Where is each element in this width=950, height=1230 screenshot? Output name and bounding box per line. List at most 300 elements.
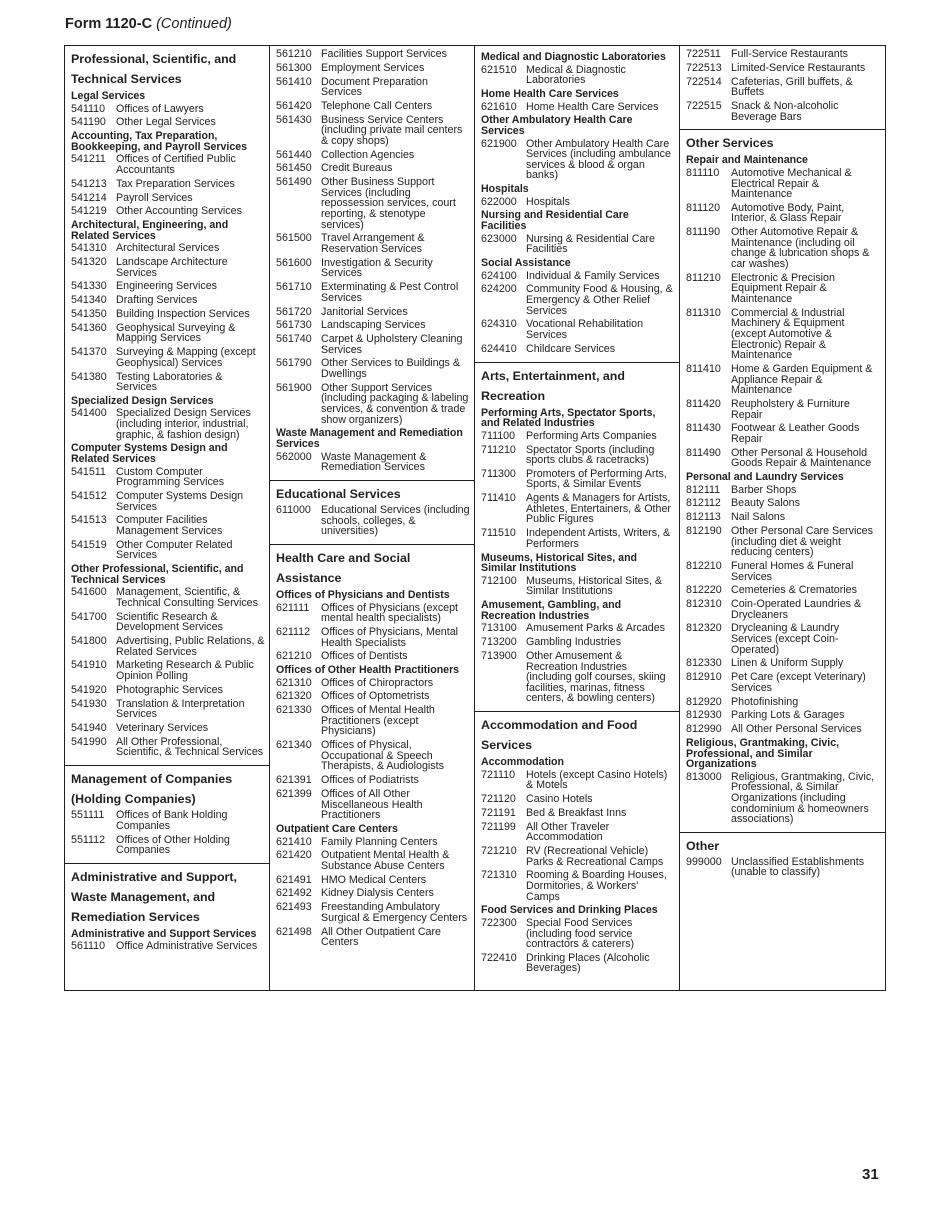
activity-description: Landscaping Services bbox=[321, 319, 426, 332]
code-row bbox=[276, 789, 470, 821]
naics-code: 812930 bbox=[686, 709, 722, 722]
naics-code: 621210 bbox=[276, 650, 312, 663]
sector-title: Other bbox=[686, 838, 720, 853]
naics-code: 722511 bbox=[686, 48, 721, 60]
naics-code: 621410 bbox=[276, 835, 312, 848]
sector-title: Technical Services bbox=[71, 72, 182, 86]
naics-code: 562000 bbox=[276, 450, 312, 463]
sector-title: Arts, Entertainment, and bbox=[481, 368, 625, 383]
code-row bbox=[276, 307, 470, 318]
naics-code: 721191 bbox=[481, 806, 516, 819]
activity-description: Credit Bureaus bbox=[321, 162, 393, 175]
code-row bbox=[686, 724, 881, 735]
code-row bbox=[686, 168, 881, 200]
code-row bbox=[276, 358, 470, 379]
naics-code: 541190 bbox=[71, 116, 106, 129]
code-row bbox=[686, 561, 881, 582]
naics-code: 621320 bbox=[276, 690, 312, 703]
activity-description: All Other Outpatient Care Centers bbox=[321, 925, 441, 949]
sector-title: Waste Management, and bbox=[71, 889, 216, 904]
naics-code: 812330 bbox=[686, 657, 722, 670]
subsector-heading: Outpatient Care Centers bbox=[276, 822, 398, 835]
naics-code: 541310 bbox=[71, 242, 107, 255]
code-row bbox=[276, 651, 470, 662]
code-row bbox=[71, 636, 265, 657]
sector-title: Services bbox=[481, 738, 532, 753]
code-row bbox=[71, 685, 265, 696]
code-row bbox=[686, 498, 881, 509]
subsector-heading: Home Health Care Services bbox=[481, 87, 619, 100]
naics-code: 561110 bbox=[71, 940, 106, 953]
activity-description: Testing Laboratories & Services bbox=[116, 370, 223, 394]
naics-code: 711210 bbox=[481, 443, 516, 456]
code-row bbox=[686, 710, 881, 721]
activity-description: Computer Systems Design Services bbox=[116, 490, 244, 513]
code-row bbox=[71, 309, 265, 320]
activity-description: Other Business Support Services (including repossession services, court reporting, & stenotype services) bbox=[321, 176, 456, 231]
naics-code: 561900 bbox=[276, 381, 312, 394]
activity-description: Document Preparation Services bbox=[321, 75, 428, 99]
activity-description: Agents & Managers for Artists, Athletes, Entertainers, & Other Public Figures bbox=[526, 492, 671, 526]
activity-description: Offices of Physical, Occupational & Speech Therapists, & Audiologists bbox=[321, 739, 444, 773]
activity-description: Cafeterias, Grill buffets, & Buffets bbox=[731, 75, 853, 99]
activity-description: Community Food & Housing, & Emergency & Other Relief Services bbox=[526, 283, 673, 317]
naics-code: 561740 bbox=[276, 333, 312, 346]
activity-description: Offices of Bank Holding Companies bbox=[116, 809, 228, 832]
code-row bbox=[686, 585, 881, 596]
code-row bbox=[71, 206, 265, 217]
code-row bbox=[71, 154, 265, 175]
activity-description: Office Administrative Services bbox=[116, 940, 258, 953]
naics-code: 812112 bbox=[686, 497, 721, 510]
naics-code: 721310 bbox=[481, 869, 517, 882]
code-row bbox=[481, 576, 675, 597]
naics-code: 812210 bbox=[686, 559, 722, 572]
activity-description: Nursing & Residential Care Facilities bbox=[526, 232, 655, 256]
code-row bbox=[276, 850, 470, 871]
naics-code: 561730 bbox=[276, 319, 312, 332]
code-row bbox=[481, 197, 675, 208]
activity-description: Landscape Architecture Services bbox=[116, 256, 228, 279]
naics-code: 811430 bbox=[686, 422, 721, 435]
code-row bbox=[481, 651, 675, 704]
code-row bbox=[481, 623, 675, 634]
sector-title: Management of Companies bbox=[71, 772, 233, 787]
activity-description: Bed & Breakfast Inns bbox=[526, 806, 627, 819]
code-row bbox=[276, 233, 470, 254]
activity-description: Beauty Salons bbox=[731, 497, 800, 510]
code-row bbox=[686, 857, 881, 878]
naics-code: 722513 bbox=[686, 61, 722, 74]
code-row bbox=[71, 810, 265, 831]
activity-description: Offices of Lawyers bbox=[116, 102, 204, 115]
code-row bbox=[686, 101, 881, 122]
code-row bbox=[276, 49, 470, 60]
code-row bbox=[686, 227, 881, 269]
code-row bbox=[481, 234, 675, 255]
code-row bbox=[71, 243, 265, 254]
naics-code: 812190 bbox=[686, 524, 722, 537]
continued-label: (Continued) bbox=[156, 16, 232, 32]
code-row bbox=[481, 65, 675, 86]
activity-description: Waste Management & Remediation Services bbox=[321, 450, 427, 474]
activity-description: Other Personal & Household Goods Repair & Maintenance bbox=[731, 446, 872, 470]
code-row bbox=[276, 927, 470, 948]
code-row bbox=[276, 678, 470, 689]
code-row bbox=[276, 740, 470, 772]
code-row bbox=[276, 163, 470, 174]
naics-code: 541330 bbox=[71, 280, 107, 293]
naics-code: 561420 bbox=[276, 99, 312, 112]
code-row bbox=[71, 835, 265, 856]
naics-code: 812320 bbox=[686, 622, 722, 635]
subsector-heading: Architectural, Engineering, and Related Services bbox=[71, 219, 229, 242]
activity-description: Museums, Historical Sites, & Similar Institutions bbox=[526, 574, 663, 598]
subsector-heading: Specialized Design Services bbox=[71, 394, 214, 407]
activity-description: Full-Service Restaurants bbox=[731, 48, 849, 60]
code-row bbox=[71, 408, 265, 440]
subsector-heading: Food Services and Drinking Places bbox=[481, 904, 658, 917]
code-row bbox=[71, 491, 265, 512]
code-row bbox=[276, 282, 470, 303]
activity-description: Special Food Services (including food service contractors & caterers) bbox=[526, 916, 635, 951]
activity-description: Payroll Services bbox=[116, 191, 193, 204]
naics-code: 541214 bbox=[71, 191, 107, 204]
code-row bbox=[481, 284, 675, 316]
naics-code: 722410 bbox=[481, 951, 517, 964]
naics-code: 541400 bbox=[71, 407, 107, 420]
naics-code: 711410 bbox=[481, 492, 516, 505]
activity-description: Scientific Research & Development Services bbox=[116, 610, 223, 634]
sector-title: Assistance bbox=[276, 570, 342, 585]
code-row bbox=[71, 104, 265, 115]
naics-code: 621492 bbox=[276, 887, 312, 900]
form-header bbox=[65, 16, 232, 32]
code-row bbox=[71, 467, 265, 488]
activity-description: Investigation & Security Services bbox=[321, 256, 433, 280]
naics-code: 999000 bbox=[686, 855, 722, 868]
code-row bbox=[71, 723, 265, 734]
activity-description: Engineering Services bbox=[116, 280, 217, 293]
activity-description: Exterminating & Pest Control Services bbox=[321, 281, 459, 304]
code-row bbox=[481, 431, 675, 442]
activity-description: All Other Personal Services bbox=[731, 723, 862, 736]
sector-title: Remediation Services bbox=[71, 909, 200, 924]
subsector-heading: Personal and Laundry Services bbox=[686, 471, 844, 484]
activity-description: Offices of Podiatrists bbox=[321, 774, 419, 787]
code-row bbox=[71, 193, 265, 204]
code-row bbox=[481, 918, 675, 950]
subsector-heading: Hospitals bbox=[481, 183, 529, 196]
code-row bbox=[276, 627, 470, 648]
code-row bbox=[276, 334, 470, 355]
code-row bbox=[71, 941, 265, 952]
activity-description: Hospitals bbox=[526, 195, 570, 208]
code-row bbox=[481, 770, 675, 791]
activity-description: Drycleaning & Laundry Services (except Coin-Operated) bbox=[731, 622, 840, 656]
code-row bbox=[481, 102, 675, 113]
subsector-heading: Amusement, Gambling, and Recreation Industries bbox=[481, 599, 622, 622]
code-row bbox=[481, 794, 675, 805]
sector-section bbox=[65, 766, 269, 864]
naics-code: 541219 bbox=[71, 205, 107, 218]
naics-code: 551112 bbox=[71, 833, 106, 846]
code-row bbox=[686, 63, 881, 74]
activity-description: Pet Care (except Veterinary) Services bbox=[731, 671, 866, 694]
activity-description: Architectural Services bbox=[116, 242, 220, 255]
code-row bbox=[276, 603, 470, 624]
subsector-heading: Other Professional, Scientific, and Technical Services bbox=[71, 563, 244, 586]
activity-description: Employment Services bbox=[321, 61, 425, 74]
code-row bbox=[686, 203, 881, 224]
activity-description: Promoters of Performing Arts, Sports, & Similar Events bbox=[526, 467, 667, 491]
activity-description: Other Ambulatory Health Care Services (including ambulance services & blood & organ banks) bbox=[526, 137, 671, 182]
activity-description: All Other Traveler Accommodation bbox=[526, 820, 610, 844]
code-row bbox=[276, 77, 470, 98]
naics-code: 621610 bbox=[481, 100, 517, 113]
code-row bbox=[276, 875, 470, 886]
code-row bbox=[276, 888, 470, 899]
naics-code: 561720 bbox=[276, 305, 312, 318]
code-row bbox=[276, 177, 470, 230]
activity-description: Photographic Services bbox=[116, 683, 223, 696]
code-row bbox=[481, 528, 675, 549]
naics-code: 541213 bbox=[71, 177, 107, 190]
sector-section bbox=[680, 130, 885, 833]
activity-description: Barber Shops bbox=[731, 483, 797, 496]
activity-description: Family Planning Centers bbox=[321, 835, 438, 848]
naics-code: 812220 bbox=[686, 584, 722, 597]
activity-description: Vocational Rehabilitation Services bbox=[526, 318, 644, 341]
code-row bbox=[71, 515, 265, 536]
code-row bbox=[481, 344, 675, 355]
code-row bbox=[481, 808, 675, 819]
activity-description: Offices of Certified Public Accountants bbox=[116, 153, 236, 176]
business-activity-codes-table bbox=[64, 45, 886, 991]
code-row bbox=[276, 101, 470, 112]
subsector-heading: Legal Services bbox=[71, 90, 146, 102]
code-row bbox=[276, 383, 470, 425]
activity-description: Commercial & Industrial Machinery & Equipment (except Automotive & Electronic) Repair & Maintenance bbox=[731, 306, 845, 362]
code-row bbox=[276, 258, 470, 279]
naics-code: 624200 bbox=[481, 283, 517, 296]
naics-code: 621510 bbox=[481, 63, 517, 76]
code-row bbox=[481, 870, 675, 902]
activity-description: Veterinary Services bbox=[116, 721, 209, 734]
code-row bbox=[71, 372, 265, 393]
activity-description: Telephone Call Centers bbox=[321, 99, 433, 112]
subsector-heading: Medical and Diagnostic Laboratories bbox=[481, 51, 666, 63]
subsector-heading: Performing Arts, Spectator Sports, and Related Industries bbox=[481, 406, 656, 430]
naics-code: 561710 bbox=[276, 281, 312, 294]
naics-code: 621112 bbox=[276, 625, 311, 638]
activity-description: Reupholstery & Furniture Repair bbox=[731, 397, 850, 421]
naics-code: 811190 bbox=[686, 226, 721, 239]
subsector-heading: Administrative and Support Services bbox=[71, 927, 257, 940]
activity-description: Hotels (except Casino Hotels) & Motels bbox=[526, 768, 668, 792]
naics-code: 713100 bbox=[481, 622, 517, 635]
code-row bbox=[481, 319, 675, 340]
activity-description: Business Service Centers (including private mail centers & copy shops) bbox=[321, 113, 463, 147]
form-name: Form 1120-C bbox=[65, 16, 153, 32]
naics-code: 561440 bbox=[276, 148, 312, 161]
activity-description: Gambling Industries bbox=[526, 636, 622, 649]
sector-section bbox=[680, 46, 885, 130]
activity-description: Drinking Places (Alcoholic Beverages) bbox=[526, 951, 650, 975]
sector-section bbox=[270, 481, 474, 545]
activity-description: Outpatient Mental Health & Substance Abuse Centers bbox=[321, 849, 450, 872]
naics-code: 611000 bbox=[276, 503, 311, 516]
naics-code: 561300 bbox=[276, 61, 312, 74]
code-row bbox=[276, 320, 470, 331]
code-row bbox=[71, 117, 265, 128]
activity-description: Snack & Non-alcoholic Beverage Bars bbox=[731, 99, 839, 123]
naics-code: 541320 bbox=[71, 256, 107, 269]
naics-code: 541513 bbox=[71, 514, 107, 527]
naics-code: 812920 bbox=[686, 695, 722, 708]
naics-code: 621330 bbox=[276, 704, 312, 717]
activity-description: Other Automotive Repair & Maintenance (including oil change & lubrication shops & car washes) bbox=[731, 226, 870, 271]
subsector-heading: Repair and Maintenance bbox=[686, 154, 808, 167]
subsector-heading: Offices of Other Health Practitioners bbox=[276, 664, 460, 677]
activity-description: Other Support Services (including packaging & labeling services, & convention & trade show organizers) bbox=[321, 381, 469, 426]
naics-code: 811490 bbox=[686, 446, 721, 459]
naics-code: 621491 bbox=[276, 873, 312, 886]
code-row bbox=[686, 308, 881, 361]
page-number: 31 bbox=[862, 1166, 879, 1183]
activity-description: Custom Computer Programming Services bbox=[116, 465, 225, 489]
activity-description: Geophysical Surveying & Mapping Services bbox=[116, 321, 236, 345]
subsector-heading: Computer Systems Design and Related Services bbox=[71, 442, 228, 466]
code-row bbox=[276, 115, 470, 147]
naics-code: 561600 bbox=[276, 256, 312, 269]
activity-description: Building Inspection Services bbox=[116, 307, 250, 320]
naics-code: 721210 bbox=[481, 844, 517, 857]
subsector-heading: Museums, Historical Sites, and Similar Institutions bbox=[481, 551, 638, 575]
activity-description: Limited-Service Restaurants bbox=[731, 61, 866, 74]
naics-code: 541370 bbox=[71, 346, 107, 359]
activity-description: Collection Agencies bbox=[321, 148, 415, 161]
activity-description: Performing Arts Companies bbox=[526, 429, 657, 442]
code-row bbox=[71, 295, 265, 306]
code-row bbox=[481, 469, 675, 490]
naics-code: 561450 bbox=[276, 162, 312, 175]
naics-code: 812113 bbox=[686, 511, 721, 524]
subsector-heading: Accommodation bbox=[481, 756, 564, 769]
activity-description: Kidney Dialysis Centers bbox=[321, 887, 434, 900]
code-row bbox=[71, 179, 265, 190]
code-row bbox=[686, 658, 881, 669]
activity-description: Independent Artists, Writers, & Performers bbox=[526, 527, 671, 550]
naics-code: 713200 bbox=[481, 636, 517, 649]
naics-code: 722515 bbox=[686, 99, 722, 112]
code-row bbox=[686, 273, 881, 305]
sector-section bbox=[680, 833, 885, 885]
subsector-heading: Offices of Physicians and Dentists bbox=[276, 588, 450, 601]
activity-description: Marketing Research & Public Opinion Polling bbox=[116, 659, 254, 683]
code-row bbox=[71, 612, 265, 633]
naics-code: 711300 bbox=[481, 467, 516, 480]
subsector-heading: Nursing and Residential Care Facilities bbox=[481, 209, 629, 233]
naics-code: 622000 bbox=[481, 195, 517, 208]
sector-section bbox=[475, 363, 679, 713]
code-row bbox=[276, 63, 470, 74]
activity-description: Offices of Physicians (except mental health specialists) bbox=[321, 601, 459, 625]
naics-code: 713900 bbox=[481, 649, 517, 662]
code-row bbox=[481, 953, 675, 974]
code-row bbox=[686, 49, 881, 60]
naics-code: 621493 bbox=[276, 901, 312, 914]
activity-description: Amusement Parks & Arcades bbox=[526, 622, 665, 635]
activity-description: Spectator Sports (including sports clubs & racetracks) bbox=[526, 443, 655, 467]
activity-description: Childcare Services bbox=[526, 342, 616, 355]
naics-code: 811120 bbox=[686, 201, 721, 214]
code-row bbox=[686, 623, 881, 655]
naics-code: 561210 bbox=[276, 48, 312, 60]
code-row bbox=[276, 691, 470, 702]
activity-description: Unclassified Establishments (unable to classify) bbox=[731, 855, 865, 879]
naics-code: 541930 bbox=[71, 697, 107, 710]
activity-description: Translation & Interpretation Services bbox=[116, 697, 245, 721]
naics-code: 561500 bbox=[276, 232, 312, 245]
activity-description: All Other Professional, Scientific, & Technical Services bbox=[116, 735, 264, 759]
activity-description: Other Personal Care Services (including diet & weight reducing centers) bbox=[731, 524, 873, 559]
subsector-heading: Accounting, Tax Preparation, Bookkeeping, and Payroll Services bbox=[71, 130, 248, 153]
naics-code: 541920 bbox=[71, 683, 107, 696]
naics-code: 541700 bbox=[71, 610, 107, 623]
activity-description: Religious, Grantmaking, Civic, Professional, & Similar Organizations (including condominium & homeowners associations) bbox=[731, 770, 875, 826]
code-row bbox=[686, 448, 881, 469]
code-row bbox=[71, 737, 265, 758]
naics-code: 621420 bbox=[276, 849, 312, 862]
naics-code: 551111 bbox=[71, 809, 105, 822]
naics-code: 711100 bbox=[481, 429, 516, 442]
code-row bbox=[276, 705, 470, 737]
naics-code: 541600 bbox=[71, 586, 107, 599]
code-row bbox=[71, 660, 265, 681]
subsector-heading: Social Assistance bbox=[481, 257, 571, 270]
code-row bbox=[481, 846, 675, 867]
activity-description: Casino Hotels bbox=[526, 793, 593, 806]
naics-code: 621498 bbox=[276, 925, 312, 938]
activity-description: Other Services to Buildings & Dwellings bbox=[321, 357, 461, 381]
code-row bbox=[481, 139, 675, 181]
naics-code: 541519 bbox=[71, 538, 107, 551]
naics-code: 721199 bbox=[481, 820, 516, 833]
naics-code: 541910 bbox=[71, 659, 107, 672]
activity-description: Home & Garden Equipment & Appliance Repair & Maintenance bbox=[731, 362, 873, 397]
activity-description: Management, Scientific, & Technical Consulting Services bbox=[116, 586, 258, 609]
code-row bbox=[686, 672, 881, 693]
activity-description: Tax Preparation Services bbox=[116, 177, 235, 190]
sector-section bbox=[65, 864, 269, 959]
activity-description: HMO Medical Centers bbox=[321, 873, 427, 886]
code-row bbox=[71, 347, 265, 368]
naics-code: 721110 bbox=[481, 768, 516, 781]
code-row bbox=[276, 505, 470, 537]
sector-section bbox=[475, 46, 679, 363]
activity-description: Rooming & Boarding Houses, Dormitories, & Workers' Camps bbox=[526, 869, 667, 903]
naics-code: 621391 bbox=[276, 774, 312, 787]
sector-title: Accommodation and Food bbox=[481, 718, 638, 733]
code-row bbox=[71, 540, 265, 561]
activity-description: Electronic & Precision Equipment Repair & Maintenance bbox=[731, 271, 835, 305]
naics-code: 561430 bbox=[276, 113, 312, 126]
naics-code: 722300 bbox=[481, 916, 517, 929]
naics-code: 812990 bbox=[686, 723, 722, 736]
naics-code: 621340 bbox=[276, 739, 312, 752]
code-row bbox=[686, 399, 881, 420]
